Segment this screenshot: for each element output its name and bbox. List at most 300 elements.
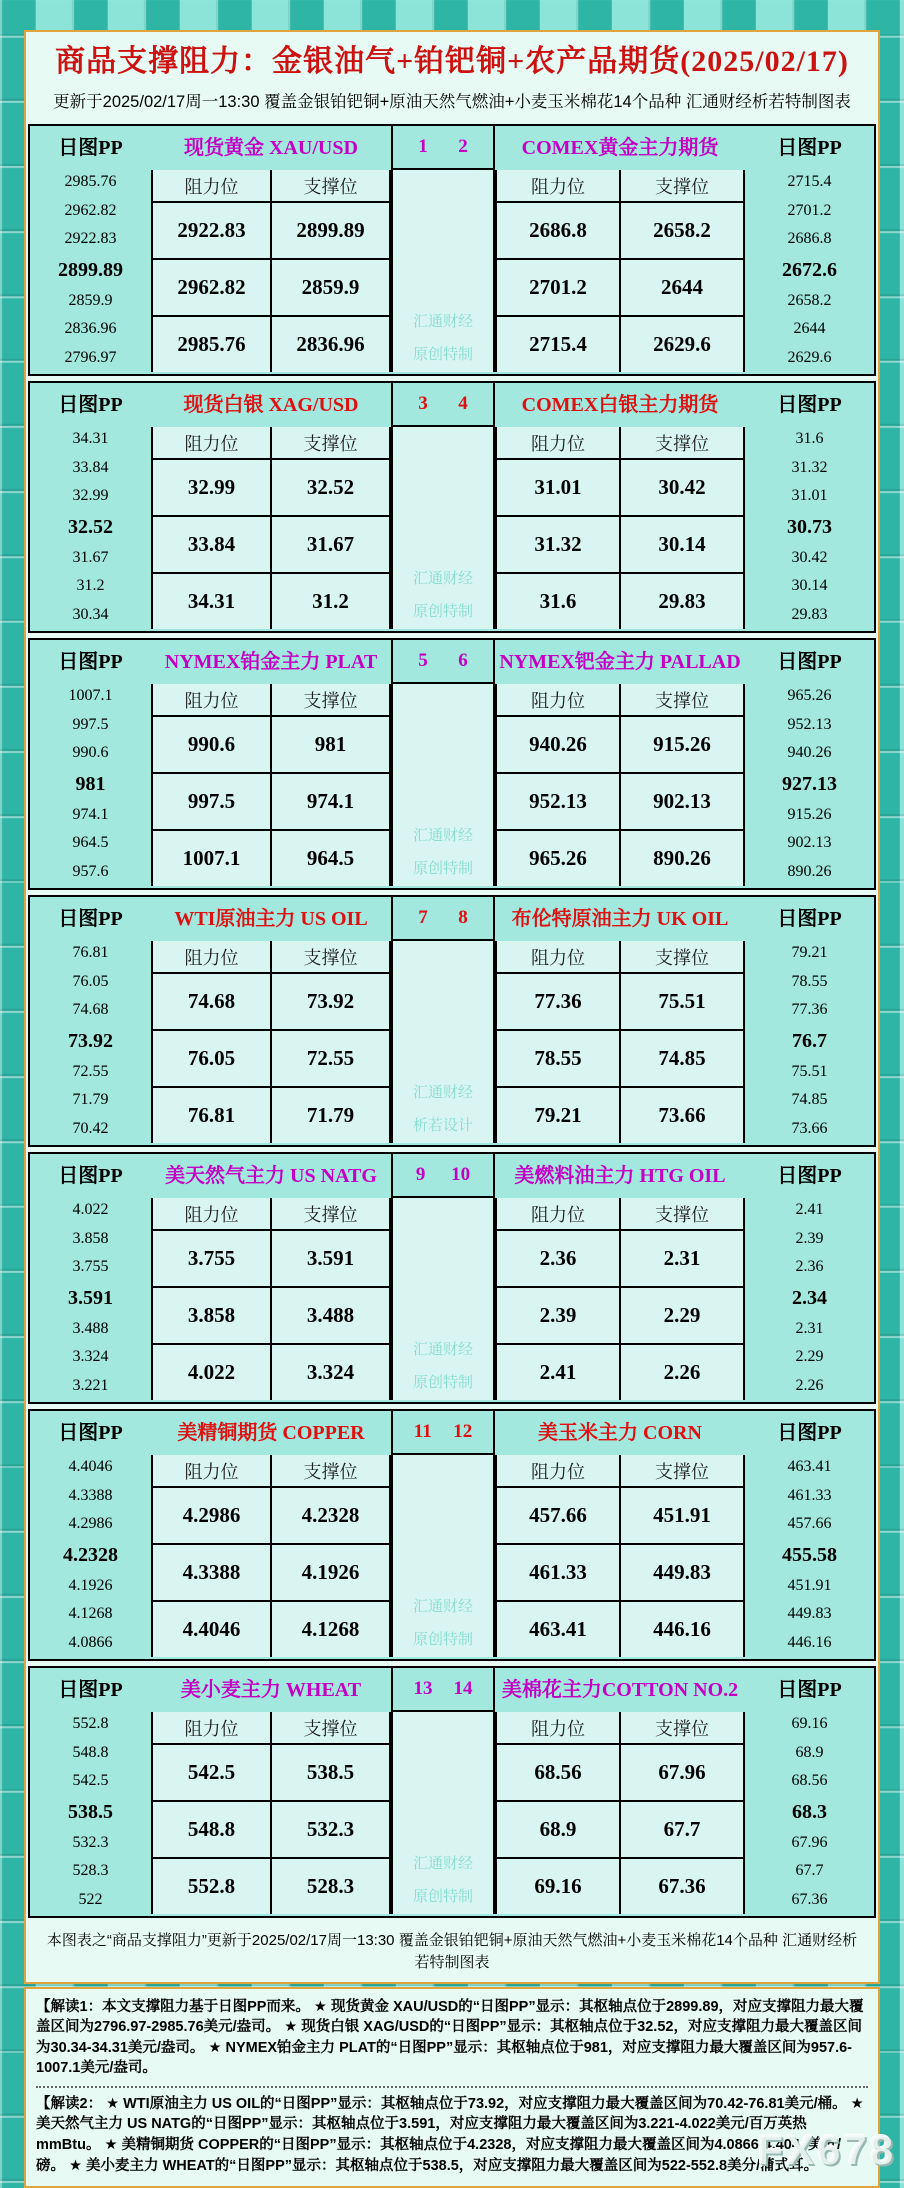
pp-level-value: 31.6 <box>745 430 874 448</box>
pp-header-left: 日图PP <box>30 1668 151 1712</box>
pp-level-value: 990.6 <box>30 744 151 762</box>
right-levels-table <box>495 1455 745 1657</box>
support-value: 72.55 <box>272 1031 389 1086</box>
support-value: 451.91 <box>621 1488 743 1543</box>
resistance-value: 2.41 <box>497 1345 619 1400</box>
resistance-value: 4.4046 <box>153 1602 270 1657</box>
right-levels-table <box>495 941 745 1143</box>
right-levels-table <box>495 427 745 629</box>
pp-scale-left <box>30 1712 151 1914</box>
resistance-value: 2686.8 <box>497 203 619 258</box>
support-value: 4.1268 <box>272 1602 389 1657</box>
support-value: 3.591 <box>272 1231 389 1286</box>
panel-header <box>30 383 874 427</box>
pp-level-value: 31.67 <box>30 549 151 567</box>
pp-level-value: 2962.82 <box>30 202 151 220</box>
support-value: 71.79 <box>272 1088 389 1143</box>
pp-level-value: 4.0866 <box>30 1634 151 1652</box>
pp-level-value: 2922.83 <box>30 230 151 248</box>
resistance-value: 548.8 <box>153 1802 270 1857</box>
pp-header-right: 日图PP <box>745 1668 874 1712</box>
pp-level-value: 70.42 <box>30 1120 151 1138</box>
watermark-line2: 析若设计 <box>393 1114 493 1135</box>
left-instrument-title: 美小麦主力 WHEAT <box>151 1668 391 1712</box>
pp-level-value: 77.36 <box>745 1001 874 1019</box>
page-title: 商品支撑阻力：金银油气+铂钯铜+农产品期货(2025/02/17) <box>26 32 878 90</box>
resistance-value: 3.858 <box>153 1288 270 1343</box>
pp-scale-left <box>30 941 151 1143</box>
fx678-watermark: FX678 <box>757 2126 896 2174</box>
pp-level-value: 4.022 <box>30 1201 151 1219</box>
panel-header <box>30 897 874 941</box>
support-column-header: 支撑位 <box>621 1712 743 1743</box>
pp-level-value: 902.13 <box>745 834 874 852</box>
pp-pivot-value: 30.73 <box>745 516 874 539</box>
support-column-header: 支撑位 <box>272 427 389 458</box>
support-value: 73.66 <box>621 1088 743 1143</box>
pp-scale-right <box>745 684 874 886</box>
pp-level-value: 974.1 <box>30 806 151 824</box>
pp-level-value: 68.9 <box>745 1744 874 1762</box>
update-subtitle: 更新于2025/02/17周一13:30 覆盖金银铂钯铜+原油天然气燃油+小麦玉米棉花14个品种 汇通财经析若特制图表 <box>26 90 878 120</box>
pp-header-right: 日图PP <box>745 126 874 170</box>
pp-level-value: 76.05 <box>30 973 151 991</box>
panel-body <box>30 427 874 629</box>
resistance-value: 2985.76 <box>153 317 270 372</box>
support-value: 4.2328 <box>272 1488 389 1543</box>
right-instrument-title: 美燃料油主力 HTG OIL <box>495 1154 745 1198</box>
panel-number-left: 5 <box>418 650 428 672</box>
pp-level-value: 4.3388 <box>30 1487 151 1505</box>
panel-number-left: 9 <box>416 1164 426 1186</box>
pp-pivot-value: 455.58 <box>745 1544 874 1567</box>
resistance-value: 463.41 <box>497 1602 619 1657</box>
resistance-value: 31.32 <box>497 517 619 572</box>
pp-level-value: 3.755 <box>30 1258 151 1276</box>
pp-level-value: 4.4046 <box>30 1458 151 1476</box>
resistance-value: 461.33 <box>497 1545 619 1600</box>
pp-level-value: 2.36 <box>745 1258 874 1276</box>
left-instrument-title: 美精铜期货 COPPER <box>151 1411 391 1455</box>
support-value: 74.85 <box>621 1031 743 1086</box>
panel-number-left: 1 <box>418 136 428 158</box>
support-value: 3.324 <box>272 1345 389 1400</box>
pp-pivot-value: 4.2328 <box>30 1544 151 1567</box>
left-instrument-title: 现货黄金 XAU/USD <box>151 126 391 170</box>
main-chart-box <box>24 30 880 1984</box>
pp-header-left: 日图PP <box>30 1411 151 1455</box>
footer-note: 本图表之“商品支撑阻力”更新于2025/02/17周一13:30 覆盖金银铂钯铜+原油天然气燃油+小麦玉米棉花14个品种 汇通财经析若特制图表 <box>26 1925 878 1982</box>
support-value: 2644 <box>621 260 743 315</box>
pp-scale-right <box>745 427 874 629</box>
pp-level-value: 78.55 <box>745 973 874 991</box>
pp-level-value: 72.55 <box>30 1063 151 1081</box>
pp-scale-right <box>745 941 874 1143</box>
resistance-value: 997.5 <box>153 774 270 829</box>
support-column-header: 支撑位 <box>272 941 389 972</box>
resistance-value: 31.01 <box>497 460 619 515</box>
support-value: 964.5 <box>272 831 389 886</box>
watermark-line1: 汇通财经 <box>393 824 493 845</box>
pp-level-value: 2.26 <box>745 1377 874 1395</box>
pp-header-right: 日图PP <box>745 1411 874 1455</box>
pp-scale-right <box>745 1712 874 1914</box>
commodity-panel <box>28 638 876 890</box>
watermark-line2: 原创特制 <box>393 1628 493 1649</box>
pp-scale-right <box>745 170 874 372</box>
right-instrument-title: 布伦特原油主力 UK OIL <box>495 897 745 941</box>
left-levels-table <box>151 1712 391 1914</box>
pp-scale-left <box>30 170 151 372</box>
resistance-value: 2.36 <box>497 1231 619 1286</box>
dotted-divider <box>36 2086 868 2088</box>
pp-scale-left <box>30 1455 151 1657</box>
pp-level-value: 34.31 <box>30 430 151 448</box>
pp-level-value: 76.81 <box>30 944 151 962</box>
pp-scale-left <box>30 1198 151 1400</box>
pp-level-value: 2644 <box>745 320 874 338</box>
support-column-header: 支撑位 <box>621 941 743 972</box>
panel-number-right: 14 <box>454 1678 473 1700</box>
left-levels-table <box>151 427 391 629</box>
resistance-value: 34.31 <box>153 574 270 629</box>
support-column-header: 支撑位 <box>272 1455 389 1486</box>
right-instrument-title: COMEX黄金主力期货 <box>495 126 745 170</box>
left-instrument-title: NYMEX铂金主力 PLAT <box>151 640 391 684</box>
pp-pivot-value: 3.591 <box>30 1287 151 1310</box>
watermark-line2: 原创特制 <box>393 1371 493 1392</box>
pp-header-left: 日图PP <box>30 383 151 427</box>
pp-level-value: 3.488 <box>30 1320 151 1338</box>
pp-level-value: 461.33 <box>745 1487 874 1505</box>
pp-level-value: 548.8 <box>30 1744 151 1762</box>
pp-level-value: 31.32 <box>745 459 874 477</box>
support-column-header: 支撑位 <box>621 170 743 201</box>
pp-level-value: 2.31 <box>745 1320 874 1338</box>
support-value: 2658.2 <box>621 203 743 258</box>
resistance-column-header: 阻力位 <box>497 1455 619 1486</box>
support-column-header: 支撑位 <box>272 170 389 201</box>
panel-header <box>30 640 874 684</box>
pp-level-value: 952.13 <box>745 716 874 734</box>
resistance-value: 542.5 <box>153 1745 270 1800</box>
support-value: 31.2 <box>272 574 389 629</box>
support-value: 528.3 <box>272 1859 389 1914</box>
panel-number-left: 7 <box>418 907 428 929</box>
resistance-value: 2701.2 <box>497 260 619 315</box>
resistance-column-header: 阻力位 <box>153 1712 270 1743</box>
resistance-value: 990.6 <box>153 717 270 772</box>
panel-body <box>30 941 874 1143</box>
note-1: 【解读1：本文支撑阻力基于日图PP而来。 ★ 现货黄金 XAU/USD的“日图PP”显示：其枢轴点位于2899.89，对应支撑阻力最大覆盖区间为2796.97-2985.76美元/盎司。 ★ 现货白银 XAG/USD的“日图PP”显示：其枢轴点位于32.52，对应支撑阻力最大覆盖区间为30.34-34.31美元/盎司。 ★ NYMEX铂金主力 PLAT的“日图PP”显示：其枢轴点位于981，对应支撑阻力最大覆盖区间为957.6-1007.1美元/盎司。 <box>36 1997 868 2079</box>
pp-level-value: 457.66 <box>745 1515 874 1533</box>
resistance-value: 1007.1 <box>153 831 270 886</box>
resistance-value: 4.2986 <box>153 1488 270 1543</box>
panel-number-left: 11 <box>414 1421 432 1443</box>
watermark-line1: 汇通财经 <box>393 1081 493 1102</box>
pp-level-value: 2686.8 <box>745 230 874 248</box>
middle-column <box>391 1198 495 1400</box>
left-instrument-title: 现货白银 XAG/USD <box>151 383 391 427</box>
middle-column <box>391 1712 495 1914</box>
commodity-panel <box>28 124 876 376</box>
left-levels-table <box>151 941 391 1143</box>
watermark-line2: 原创特制 <box>393 343 493 364</box>
pp-pivot-value: 2899.89 <box>30 259 151 282</box>
pp-level-value: 522 <box>30 1891 151 1909</box>
left-levels-table <box>151 170 391 372</box>
pp-pivot-value: 981 <box>30 773 151 796</box>
pp-level-value: 532.3 <box>30 1834 151 1852</box>
pp-level-value: 915.26 <box>745 806 874 824</box>
resistance-value: 2715.4 <box>497 317 619 372</box>
middle-column <box>391 684 495 886</box>
support-value: 2.29 <box>621 1288 743 1343</box>
support-value: 2.26 <box>621 1345 743 1400</box>
pp-header-right: 日图PP <box>745 897 874 941</box>
pp-level-value: 67.7 <box>745 1862 874 1880</box>
left-levels-table <box>151 684 391 886</box>
source-watermark <box>393 555 493 621</box>
right-instrument-title: 美玉米主力 CORN <box>495 1411 745 1455</box>
pp-level-value: 75.51 <box>745 1063 874 1081</box>
pp-level-value: 890.26 <box>745 863 874 881</box>
panel-header <box>30 1154 874 1198</box>
support-value: 67.96 <box>621 1745 743 1800</box>
pp-pivot-value: 927.13 <box>745 773 874 796</box>
pp-level-value: 552.8 <box>30 1715 151 1733</box>
watermark-line1: 汇通财经 <box>393 1595 493 1616</box>
resistance-value: 74.68 <box>153 974 270 1029</box>
pp-level-value: 1007.1 <box>30 687 151 705</box>
pp-level-value: 2985.76 <box>30 173 151 191</box>
support-value: 532.3 <box>272 1802 389 1857</box>
pp-level-value: 79.21 <box>745 944 874 962</box>
right-instrument-title: 美棉花主力COTTON NO.2 <box>495 1668 745 1712</box>
resistance-value: 76.81 <box>153 1088 270 1143</box>
support-value: 915.26 <box>621 717 743 772</box>
panel-number-right: 12 <box>453 1421 472 1443</box>
pp-level-value: 2658.2 <box>745 292 874 310</box>
panel-header <box>30 126 874 170</box>
resistance-value: 79.21 <box>497 1088 619 1143</box>
pp-level-value: 74.85 <box>745 1091 874 1109</box>
panel-number-right: 8 <box>458 907 468 929</box>
pp-level-value: 4.1268 <box>30 1605 151 1623</box>
resistance-column-header: 阻力位 <box>497 684 619 715</box>
resistance-column-header: 阻力位 <box>497 1198 619 1229</box>
pp-level-value: 2836.96 <box>30 320 151 338</box>
pp-pivot-value: 538.5 <box>30 1801 151 1824</box>
support-value: 2859.9 <box>272 260 389 315</box>
interpretation-notes <box>24 1987 880 2188</box>
support-column-header: 支撑位 <box>621 684 743 715</box>
left-instrument-title: 美天然气主力 US NATG <box>151 1154 391 1198</box>
right-levels-table <box>495 1712 745 1914</box>
middle-column <box>391 170 495 372</box>
pp-level-value: 30.42 <box>745 549 874 567</box>
right-levels-table <box>495 170 745 372</box>
resistance-value: 940.26 <box>497 717 619 772</box>
pp-level-value: 451.91 <box>745 1577 874 1595</box>
resistance-value: 69.16 <box>497 1859 619 1914</box>
support-value: 890.26 <box>621 831 743 886</box>
pp-level-value: 957.6 <box>30 863 151 881</box>
pp-level-value: 32.99 <box>30 487 151 505</box>
resistance-column-header: 阻力位 <box>497 427 619 458</box>
pp-level-value: 2629.6 <box>745 349 874 367</box>
right-instrument-title: NYMEX钯金主力 PALLAD <box>495 640 745 684</box>
support-value: 67.7 <box>621 1802 743 1857</box>
resistance-value: 2.39 <box>497 1288 619 1343</box>
pp-header-left: 日图PP <box>30 1154 151 1198</box>
pp-scale-right <box>745 1198 874 1400</box>
panel-header <box>30 1411 874 1455</box>
panel-body <box>30 1198 874 1400</box>
support-column-header: 支撑位 <box>272 1712 389 1743</box>
support-value: 902.13 <box>621 774 743 829</box>
resistance-column-header: 阻力位 <box>153 427 270 458</box>
support-value: 30.42 <box>621 460 743 515</box>
panel-header <box>30 1668 874 1712</box>
support-value: 3.488 <box>272 1288 389 1343</box>
panel-number-right: 6 <box>458 650 468 672</box>
watermark-line2: 原创特制 <box>393 857 493 878</box>
resistance-column-header: 阻力位 <box>153 684 270 715</box>
resistance-value: 32.99 <box>153 460 270 515</box>
pp-level-value: 940.26 <box>745 744 874 762</box>
support-value: 75.51 <box>621 974 743 1029</box>
middle-column <box>391 1455 495 1657</box>
watermark-line2: 原创特制 <box>393 1885 493 1906</box>
resistance-value: 33.84 <box>153 517 270 572</box>
panel-index-cell <box>391 640 495 684</box>
support-value: 31.67 <box>272 517 389 572</box>
resistance-value: 2962.82 <box>153 260 270 315</box>
support-value: 449.83 <box>621 1545 743 1600</box>
commodity-panel <box>28 1152 876 1404</box>
support-value: 29.83 <box>621 574 743 629</box>
pp-scale-right <box>745 1455 874 1657</box>
support-column-header: 支撑位 <box>272 1198 389 1229</box>
pp-level-value: 3.221 <box>30 1377 151 1395</box>
resistance-value: 2922.83 <box>153 203 270 258</box>
support-column-header: 支撑位 <box>621 1198 743 1229</box>
pp-level-value: 2.41 <box>745 1201 874 1219</box>
pp-pivot-value: 2672.6 <box>745 259 874 282</box>
pp-header-left: 日图PP <box>30 897 151 941</box>
source-watermark <box>393 1840 493 1906</box>
resistance-value: 31.6 <box>497 574 619 629</box>
pp-level-value: 2.39 <box>745 1230 874 1248</box>
support-column-header: 支撑位 <box>621 427 743 458</box>
pp-level-value: 69.16 <box>745 1715 874 1733</box>
right-instrument-title: COMEX白银主力期货 <box>495 383 745 427</box>
pp-level-value: 33.84 <box>30 459 151 477</box>
support-value: 32.52 <box>272 460 389 515</box>
middle-column <box>391 941 495 1143</box>
source-watermark <box>393 1326 493 1392</box>
support-value: 2899.89 <box>272 203 389 258</box>
support-value: 2836.96 <box>272 317 389 372</box>
pp-level-value: 964.5 <box>30 834 151 852</box>
pp-header-left: 日图PP <box>30 126 151 170</box>
support-value: 446.16 <box>621 1602 743 1657</box>
pp-header-right: 日图PP <box>745 1154 874 1198</box>
support-value: 2.31 <box>621 1231 743 1286</box>
panel-index-cell <box>391 1668 495 1712</box>
note-2: 【解读2： ★ WTI原油主力 US OIL的“日图PP”显示：其枢轴点位于73.92，对应支撑阻力最大覆盖区间为70.42-76.81美元/桶。 ★ 美天然气主力 US NATG的“日图PP”显示：其枢轴点位于3.591，对应支撑阻力最大覆盖区间为3.221-4.022美元/百万英热mmBtu。 ★ 美精铜期货 COPPER的“日图PP”显示：其枢轴点位于4.2328，对应支撑阻力最大覆盖区间为4.0866-4.4046美分/磅。 ★ 美小麦主力 WHEAT的“日图PP”显示：其枢轴点位于538.5，对应支撑阻力最大覆盖区间为522-552.8美分/蒲式耳。 <box>36 2094 868 2176</box>
resistance-column-header: 阻力位 <box>153 1455 270 1486</box>
pp-level-value: 67.36 <box>745 1891 874 1909</box>
pp-scale-left <box>30 684 151 886</box>
watermark-line1: 汇通财经 <box>393 567 493 588</box>
support-value: 981 <box>272 717 389 772</box>
pp-level-value: 2859.9 <box>30 292 151 310</box>
pp-level-value: 2701.2 <box>745 202 874 220</box>
resistance-value: 4.022 <box>153 1345 270 1400</box>
resistance-value: 457.66 <box>497 1488 619 1543</box>
pp-level-value: 4.2986 <box>30 1515 151 1533</box>
pp-level-value: 2.29 <box>745 1348 874 1366</box>
pp-level-value: 31.2 <box>30 577 151 595</box>
resistance-column-header: 阻力位 <box>153 941 270 972</box>
pp-pivot-value: 2.34 <box>745 1287 874 1310</box>
pp-scale-left <box>30 427 151 629</box>
watermark-line1: 汇通财经 <box>393 1852 493 1873</box>
pp-level-value: 997.5 <box>30 716 151 734</box>
resistance-value: 68.56 <box>497 1745 619 1800</box>
pp-level-value: 449.83 <box>745 1605 874 1623</box>
source-watermark <box>393 298 493 364</box>
support-value: 4.1926 <box>272 1545 389 1600</box>
support-value: 67.36 <box>621 1859 743 1914</box>
resistance-value: 552.8 <box>153 1859 270 1914</box>
pp-level-value: 4.1926 <box>30 1577 151 1595</box>
resistance-column-header: 阻力位 <box>497 1712 619 1743</box>
pp-pivot-value: 76.7 <box>745 1030 874 1053</box>
pp-level-value: 463.41 <box>745 1458 874 1476</box>
resistance-value: 3.755 <box>153 1231 270 1286</box>
pp-level-value: 2796.97 <box>30 349 151 367</box>
resistance-value: 965.26 <box>497 831 619 886</box>
pp-level-value: 73.66 <box>745 1120 874 1138</box>
commodity-panel <box>28 381 876 633</box>
watermark-line2: 原创特制 <box>393 600 493 621</box>
left-instrument-title: WTI原油主力 US OIL <box>151 897 391 941</box>
resistance-value: 952.13 <box>497 774 619 829</box>
panel-index-cell <box>391 126 495 170</box>
support-column-header: 支撑位 <box>272 684 389 715</box>
right-levels-table <box>495 684 745 886</box>
panel-index-cell <box>391 897 495 941</box>
pp-level-value: 528.3 <box>30 1862 151 1880</box>
support-value: 73.92 <box>272 974 389 1029</box>
pp-level-value: 67.96 <box>745 1834 874 1852</box>
left-levels-table <box>151 1455 391 1657</box>
panel-number-left: 3 <box>418 393 428 415</box>
pp-level-value: 2715.4 <box>745 173 874 191</box>
pp-level-value: 542.5 <box>30 1772 151 1790</box>
pp-header-left: 日图PP <box>30 640 151 684</box>
source-watermark <box>393 1069 493 1135</box>
panels <box>26 124 878 1925</box>
pp-level-value: 29.83 <box>745 606 874 624</box>
panel-body <box>30 684 874 886</box>
middle-column <box>391 427 495 629</box>
pp-level-value: 446.16 <box>745 1634 874 1652</box>
support-value: 30.14 <box>621 517 743 572</box>
